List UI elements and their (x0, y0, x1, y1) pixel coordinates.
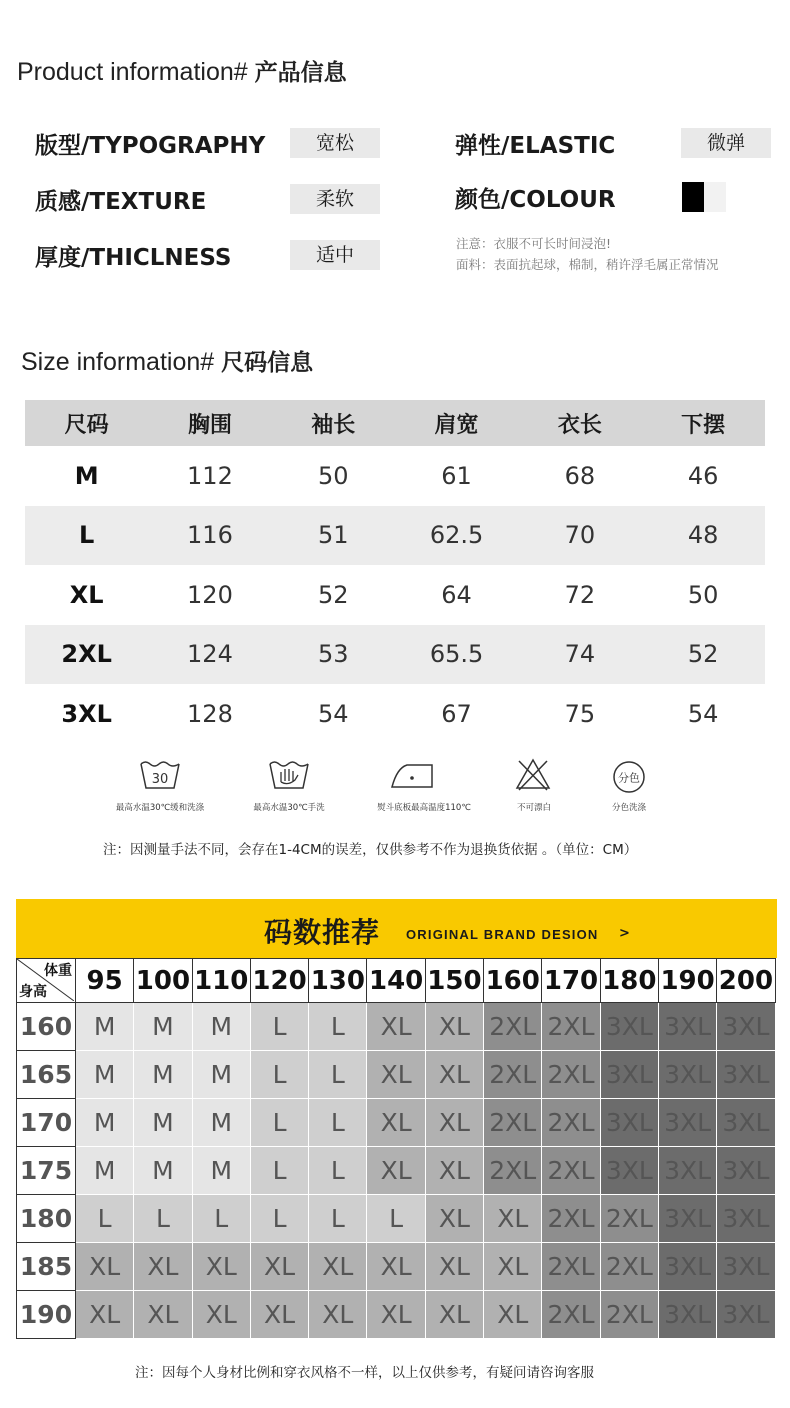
size-cell: L (309, 1003, 367, 1051)
separate-wash-text: 分色 (618, 771, 640, 785)
recommend-row (17, 1051, 776, 1099)
size-table-row (25, 446, 765, 506)
size-table-cell: L (79, 521, 95, 550)
size-table-header-cell: 尺码 (64, 412, 109, 438)
size-cell: XL (425, 1243, 483, 1291)
iron-icon (389, 760, 435, 792)
size-table-cell: 54 (687, 699, 719, 728)
size-cell: 3XL (717, 1003, 775, 1051)
size-table-cell: 112 (187, 461, 233, 490)
size-table-cell: 128 (187, 699, 233, 728)
size-cell: M (192, 1003, 250, 1051)
size-cell: 3XL (717, 1099, 775, 1147)
height-cell: 170 (17, 1099, 76, 1147)
size-cell: XL (76, 1243, 134, 1291)
bottom-note: 注：因每个人身材比例和穿衣风格不一样，以上仅供参考，有疑问请咨询客服 (135, 1365, 594, 1381)
weight-header-cell: 140 (367, 959, 425, 1003)
height-cell: 190 (17, 1291, 76, 1339)
weight-header-cell: 160 (484, 959, 542, 1003)
recommend-title-en: ORIGINAL BRAND DESION (406, 927, 599, 942)
size-cell: 3XL (717, 1195, 775, 1243)
attr-label-thickness: 厚度/THICLNESS (35, 245, 232, 271)
size-table-row (25, 625, 765, 685)
size-table-header-cell: 袖长 (311, 412, 356, 438)
size-cell: M (192, 1099, 250, 1147)
size-cell: XL (425, 1291, 483, 1339)
size-table-cell: 46 (687, 461, 719, 490)
height-cell: 160 (17, 1003, 76, 1051)
size-table-cell: XL (69, 580, 104, 609)
size-table-cell: 2XL (61, 640, 112, 669)
recommend-body (17, 1003, 776, 1339)
size-cell: 2XL (484, 1147, 542, 1195)
recommend-row (17, 1099, 776, 1147)
color-swatch-white (704, 182, 726, 212)
size-cell: 3XL (658, 1195, 716, 1243)
size-cell: XL (425, 1003, 483, 1051)
size-info-title (21, 344, 313, 377)
color-swatch-black (682, 182, 704, 212)
size-cell: XL (250, 1291, 308, 1339)
size-table-cell: 75 (564, 699, 596, 728)
size-cell: XL (367, 1099, 425, 1147)
size-cell: M (134, 1099, 192, 1147)
size-cell: M (134, 1003, 192, 1051)
size-cell: 3XL (658, 1003, 716, 1051)
size-cell: 3XL (658, 1243, 716, 1291)
size-cell: 3XL (600, 1003, 658, 1051)
height-cell: 165 (17, 1051, 76, 1099)
size-table-cell: 50 (317, 461, 349, 490)
attr-label-elastic: 弹性/ELASTIC (455, 133, 616, 159)
size-cell: 3XL (717, 1291, 775, 1339)
size-table-cell: 124 (187, 640, 233, 669)
size-table-cell: 50 (687, 580, 719, 609)
chevron-right-icon: > (619, 926, 630, 941)
size-table-cell: 74 (564, 640, 596, 669)
size-cell: XL (309, 1243, 367, 1291)
size-cell: 3XL (658, 1291, 716, 1339)
recommend-row (17, 1243, 776, 1291)
attr-value-elastic: 微弹 (681, 128, 771, 158)
size-cell: XL (192, 1291, 250, 1339)
size-cell: XL (76, 1291, 134, 1339)
size-cell: 2XL (542, 1195, 600, 1243)
product-info-title (17, 54, 347, 87)
size-table-cell: 70 (564, 521, 596, 550)
attr-label-typography: 版型/TYPOGRAPHY (35, 133, 266, 159)
size-cell: 2XL (484, 1051, 542, 1099)
size-table-cell: 61 (441, 461, 472, 490)
size-table-cell: 51 (317, 521, 349, 550)
attr-value-typography: 宽松 (290, 128, 380, 158)
size-cell: L (309, 1195, 367, 1243)
size-cell: L (134, 1195, 192, 1243)
care-label-wash-30: 最高水温30℃缓和洗涤 (115, 803, 205, 813)
hand-wash-icon (268, 758, 310, 792)
size-cell: L (250, 1051, 308, 1099)
wash-30-icon (139, 758, 181, 792)
size-cell: 3XL (600, 1099, 658, 1147)
size-cell: M (76, 1099, 134, 1147)
size-cell: L (192, 1195, 250, 1243)
size-cell: 2XL (542, 1003, 600, 1051)
size-cell: XL (192, 1243, 250, 1291)
size-cell: XL (484, 1291, 542, 1339)
weight-header-cell: 100 (134, 959, 192, 1003)
size-cell: 2XL (600, 1291, 658, 1339)
size-cell: 3XL (600, 1051, 658, 1099)
size-table-header (25, 400, 765, 446)
care-label-iron: 熨斗底板最高温度110℃ (377, 803, 471, 813)
size-cell: XL (425, 1099, 483, 1147)
weight-header-cell: 190 (658, 959, 716, 1003)
size-cell: 2XL (600, 1195, 658, 1243)
height-cell: 180 (17, 1195, 76, 1243)
product-info-title-cn: 产品信息 (254, 60, 347, 86)
corner-height-label: 身高 (19, 984, 47, 1000)
size-cell: 3XL (658, 1147, 716, 1195)
separate-wash-icon (612, 760, 646, 794)
size-table-cell: M (74, 461, 99, 490)
fabric-note: 面料：表面抗起球，棉制，稍许浮毛属正常情况 (456, 257, 719, 272)
height-cell: 185 (17, 1243, 76, 1291)
size-table-cell: 52 (687, 640, 719, 669)
size-cell: L (309, 1051, 367, 1099)
size-table-cell: 52 (317, 580, 349, 609)
size-cell: M (76, 1051, 134, 1099)
care-label-no-bleach: 不可漂白 (516, 803, 551, 813)
size-cell: 3XL (658, 1051, 716, 1099)
size-table-cell: 53 (317, 640, 349, 669)
recommend-row (17, 1195, 776, 1243)
size-cell: XL (425, 1051, 483, 1099)
size-cell: XL (484, 1195, 542, 1243)
size-table-cell: 3XL (61, 699, 112, 728)
weight-header-cell: 110 (192, 959, 250, 1003)
size-cell: 3XL (717, 1147, 775, 1195)
weight-header-cell: 130 (309, 959, 367, 1003)
size-cell: XL (250, 1243, 308, 1291)
recommend-corner-cell (17, 959, 76, 1003)
care-label-hand-wash: 最高水温30℃手洗 (253, 803, 325, 813)
size-table-cell: 65.5 (429, 640, 484, 669)
size-cell: 2XL (542, 1291, 600, 1339)
size-cell: L (309, 1099, 367, 1147)
height-cell: 175 (17, 1147, 76, 1195)
size-cell: 2XL (542, 1243, 600, 1291)
measure-note: 注：因测量手法不同，会存在1-4CM的误差，仅供参考不作为退换货依据 。（单位：CM） (103, 842, 638, 858)
size-cell: L (250, 1147, 308, 1195)
recommend-row (17, 1003, 776, 1051)
size-cell: M (192, 1051, 250, 1099)
size-cell: M (76, 1147, 134, 1195)
size-cell: 2XL (542, 1147, 600, 1195)
recommend-row (17, 1291, 776, 1339)
size-table-header-cell: 肩宽 (434, 412, 479, 438)
size-cell: 2XL (600, 1243, 658, 1291)
size-table-row (25, 565, 765, 625)
product-info-title-en: Product information# (17, 58, 255, 86)
attr-value-texture: 柔软 (290, 184, 380, 214)
size-cell: L (250, 1099, 308, 1147)
size-cell: L (250, 1195, 308, 1243)
size-cell: M (134, 1147, 192, 1195)
size-cell: XL (484, 1243, 542, 1291)
recommend-header-row (17, 959, 776, 1003)
size-cell: XL (425, 1195, 483, 1243)
size-table-header-cell: 衣长 (557, 412, 602, 438)
size-table-cell: 116 (187, 521, 233, 550)
size-cell: L (367, 1195, 425, 1243)
size-table-cell: 120 (187, 580, 233, 609)
size-cell: 3XL (717, 1051, 775, 1099)
size-cell: XL (134, 1291, 192, 1339)
size-cell: XL (367, 1051, 425, 1099)
size-table-header-cell: 胸围 (187, 412, 232, 438)
size-table-cell: 62.5 (429, 521, 484, 550)
size-cell: XL (425, 1147, 483, 1195)
size-cell: XL (367, 1147, 425, 1195)
wash-temp-text: 30 (151, 772, 169, 787)
weight-header-cell: 120 (250, 959, 308, 1003)
size-cell: L (76, 1195, 134, 1243)
size-cell: 2XL (484, 1099, 542, 1147)
attr-value-thickness: 适中 (290, 240, 380, 270)
weight-header-cell: 150 (425, 959, 483, 1003)
size-cell: M (192, 1147, 250, 1195)
size-cell: M (134, 1051, 192, 1099)
size-cell: 2XL (542, 1051, 600, 1099)
size-table-row (25, 506, 765, 566)
size-table-row (25, 684, 765, 744)
size-cell: XL (309, 1291, 367, 1339)
size-cell: 2XL (484, 1003, 542, 1051)
weight-header-cell: 170 (542, 959, 600, 1003)
corner-weight-label: 体重 (44, 963, 72, 979)
size-cell: 2XL (542, 1099, 600, 1147)
weight-header-cell: 180 (600, 959, 658, 1003)
recommend-row (17, 1147, 776, 1195)
size-cell: 3XL (658, 1099, 716, 1147)
care-label-separate-wash: 分色洗涤 (611, 803, 646, 813)
recommend-title-cn: 码数推荐 (264, 916, 381, 949)
size-table-cell: 67 (441, 699, 472, 728)
attr-label-colour: 颜色/COLOUR (455, 187, 616, 213)
size-cell: 3XL (600, 1147, 658, 1195)
size-cell: XL (367, 1243, 425, 1291)
recommend-table (16, 958, 776, 1339)
size-cell: M (76, 1003, 134, 1051)
size-cell: XL (367, 1003, 425, 1051)
size-info-title-en: Size information# (21, 348, 222, 376)
size-cell: XL (134, 1243, 192, 1291)
size-cell: 3XL (717, 1243, 775, 1291)
size-table-cell: 68 (564, 461, 596, 490)
attr-label-texture: 质感/TEXTURE (35, 189, 207, 215)
size-cell: XL (367, 1291, 425, 1339)
size-info-title-cn: 尺码信息 (221, 350, 314, 376)
care-note-soak: 注意：衣服不可长时间浸泡! (456, 236, 612, 251)
size-table-cell: 72 (564, 580, 596, 609)
no-bleach-icon (515, 758, 551, 792)
size-cell: L (250, 1003, 308, 1051)
size-table-cell: 64 (441, 580, 472, 609)
size-table-header-cell: 下摆 (681, 412, 726, 438)
recommend-banner (16, 899, 777, 958)
size-table-cell: 48 (687, 521, 719, 550)
size-cell: L (309, 1147, 367, 1195)
weight-header-cell: 95 (76, 959, 134, 1003)
weight-header-cell: 200 (717, 959, 775, 1003)
size-table-cell: 54 (317, 699, 349, 728)
size-table (25, 400, 765, 744)
